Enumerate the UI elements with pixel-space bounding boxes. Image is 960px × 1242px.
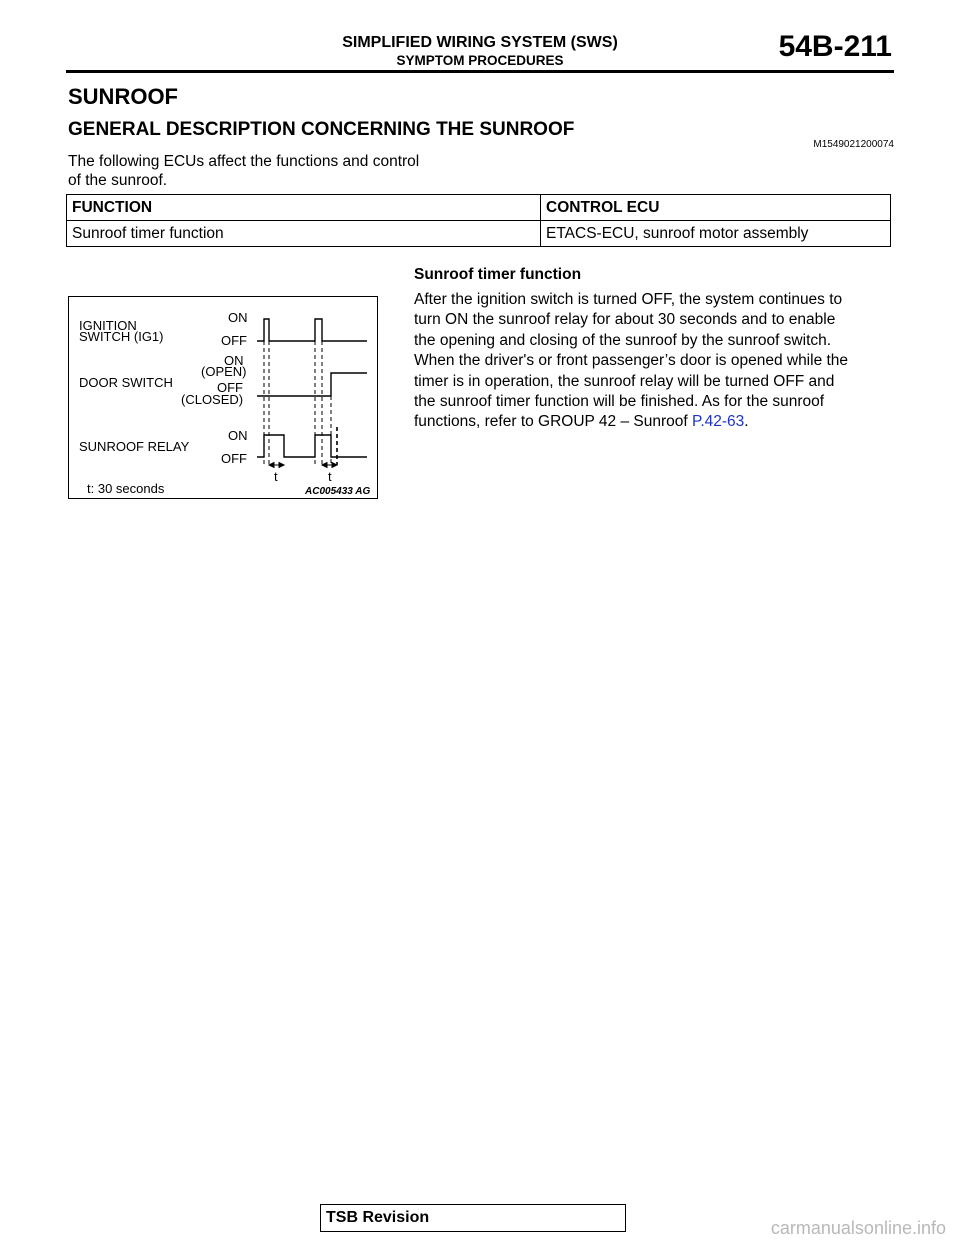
diagram-door-closed: (CLOSED) — [181, 392, 244, 407]
header-title: SIMPLIFIED WIRING SYSTEM (SWS) — [342, 34, 618, 51]
body-line: After the ignition switch is turned OFF, the system continues to — [414, 291, 843, 308]
door-switch-waveform — [257, 373, 367, 396]
page-number: 54B-211 — [778, 30, 892, 63]
reference-link[interactable]: P.42-63 — [692, 413, 745, 431]
document-id: M1549021200074 — [813, 139, 894, 150]
body-line: turn ON the sunroof relay for about 30 seconds and to enable — [414, 311, 836, 329]
sunroof-relay-waveform — [257, 435, 367, 457]
timer-function-description — [414, 290, 896, 433]
diagram-t-label: t — [328, 469, 332, 484]
body-line — [414, 412, 896, 432]
time-interval-arrows — [269, 463, 337, 468]
diagram-label-door-switch: DOOR SWITCH — [79, 375, 173, 390]
body-line: When the driver's or front passenger’s door is opened while the — [414, 352, 849, 370]
body-line-text: functions, refer to GROUP 42 – Sunroof — [414, 413, 692, 431]
diagram-relay-off: OFF — [221, 451, 247, 466]
diagram-door-off: OFF — [217, 380, 243, 395]
diagram-note: t: 30 seconds — [87, 481, 165, 496]
intro-line: The following ECUs affect the functions and control — [68, 153, 420, 170]
diagram-label-sunroof-relay: SUNROOF RELAY — [79, 439, 190, 454]
section-subtitle: GENERAL DESCRIPTION CONCERNING THE SUNROOF — [68, 119, 575, 140]
diagram-door-open: (OPEN) — [201, 364, 247, 379]
header-rule — [66, 70, 894, 73]
timing-diagram — [68, 296, 378, 499]
table-header-control-ecu: CONTROL ECU — [541, 195, 891, 221]
function-table — [66, 194, 891, 247]
diagram-t-label: t — [274, 469, 278, 484]
body-line: the sunroof timer function will be finished. As for the sunroof — [414, 393, 825, 411]
body-line: timer is in operation, the sunroof relay will be turned OFF and — [414, 372, 835, 390]
diagram-label-ignition-2: SWITCH (IG1) — [79, 329, 164, 344]
header-subtitle: SYMPTOM PROCEDURES — [396, 53, 564, 68]
intro-paragraph — [68, 152, 488, 190]
table-cell-control-ecu: ETACS-ECU, sunroof motor assembly — [541, 221, 891, 247]
dashed-guides — [264, 341, 337, 465]
footer-tsb-revision: TSB Revision — [326, 1209, 430, 1226]
table-row — [67, 221, 891, 247]
table-header-function: FUNCTION — [67, 195, 541, 221]
diagram-ig-off: OFF — [221, 333, 247, 348]
diagram-ig-on: ON — [228, 310, 248, 325]
diagram-door-on: ON — [224, 353, 244, 368]
section-title: SUNROOF — [68, 84, 178, 109]
watermark: carmanualsonline.info — [770, 1218, 946, 1238]
body-line-end: . — [744, 413, 749, 431]
diagram-code: AC005433 AG — [305, 486, 371, 497]
body-line: the opening and closing of the sunroof by the sunroof switch. — [414, 331, 832, 349]
timer-function-heading: Sunroof timer function — [414, 266, 582, 283]
diagram-label-ignition: IGNITION — [79, 318, 137, 333]
table-header-row — [67, 195, 891, 221]
table-cell-function: Sunroof timer function — [67, 221, 541, 247]
ignition-waveform — [257, 319, 367, 341]
intro-line: of the sunroof. — [68, 172, 168, 189]
diagram-relay-on: ON — [228, 428, 248, 443]
